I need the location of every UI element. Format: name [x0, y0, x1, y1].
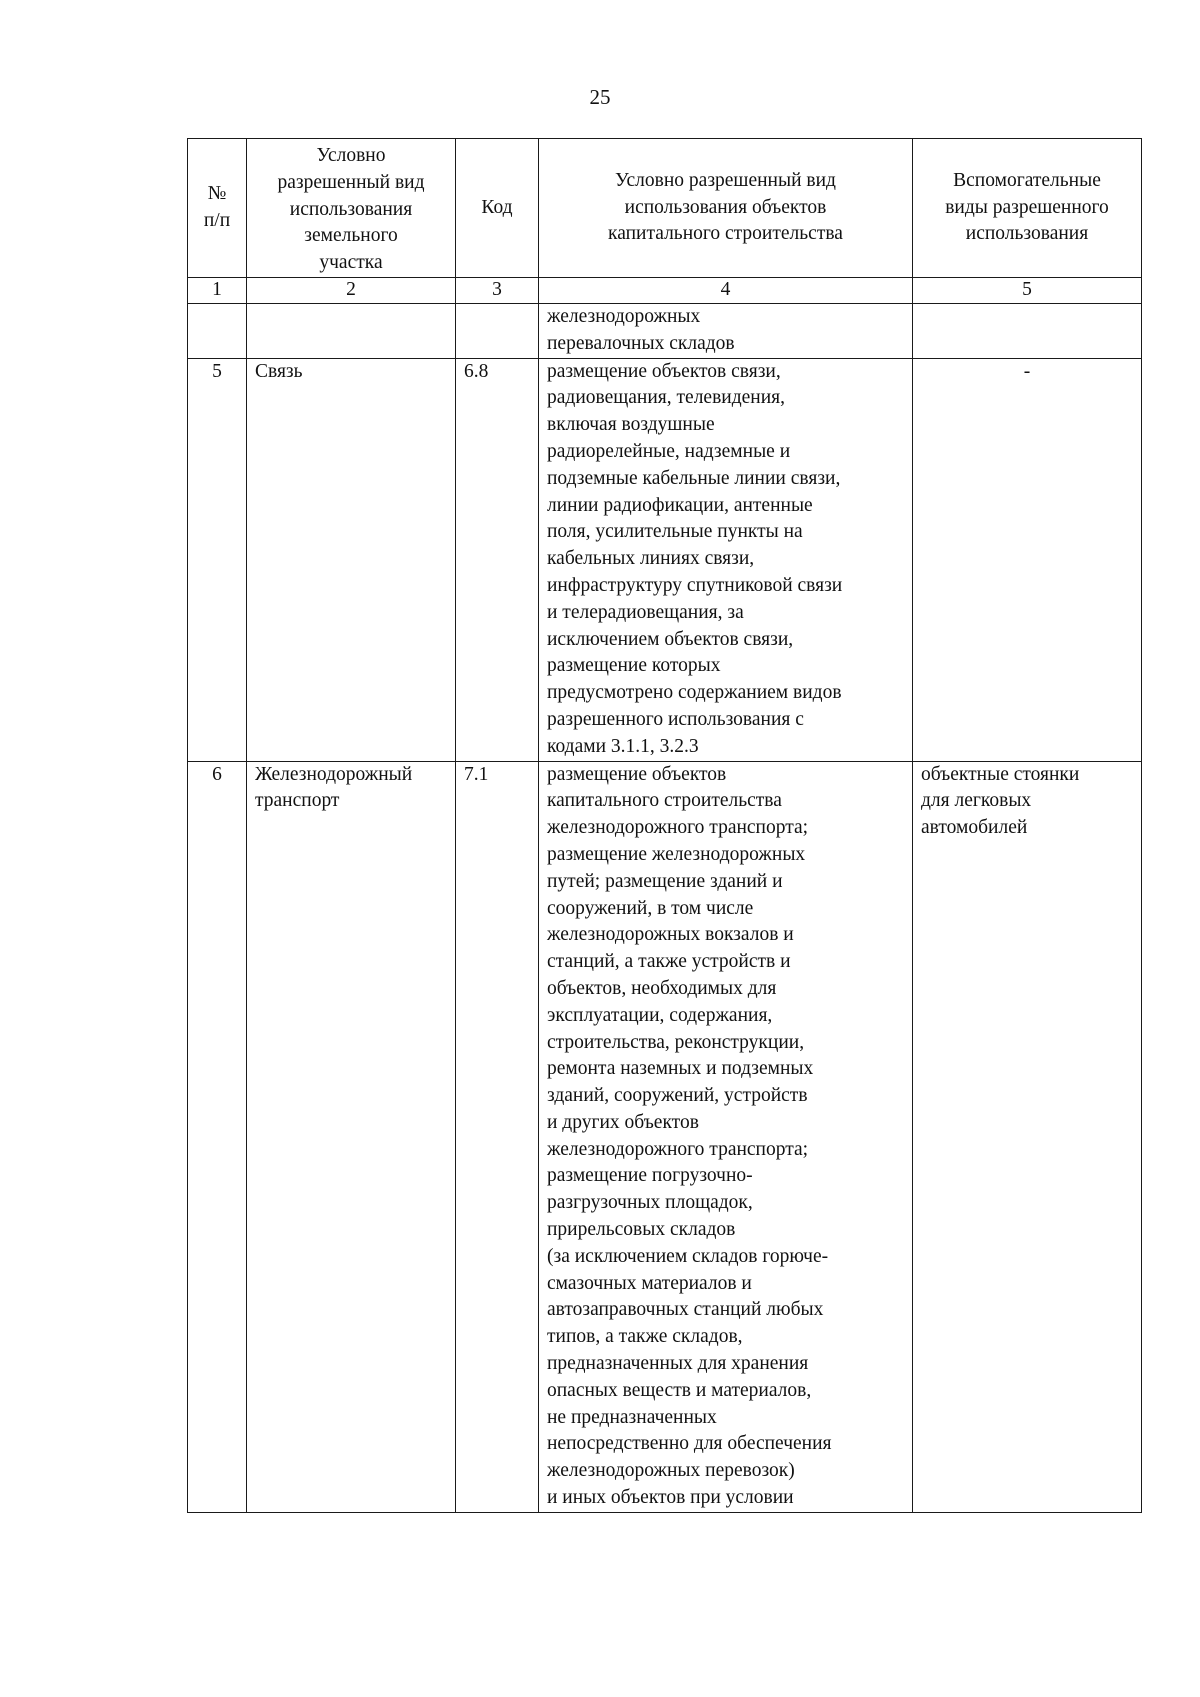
text-line: станций, а также устройств и — [547, 951, 791, 973]
text-line: использования — [965, 223, 1089, 245]
text-line: железнодорожного транспорта; — [547, 817, 809, 839]
text-line: строительства, реконструкции, — [547, 1031, 805, 1053]
text-line: путей; размещение зданий и — [547, 870, 783, 892]
text-line: разрешенного использования с — [547, 708, 804, 730]
text-line: размещение объектов связи, — [547, 360, 781, 382]
text-line: земельного — [304, 225, 398, 247]
text-line: виды разрешенного — [945, 196, 1109, 218]
column-number: 4 — [539, 277, 913, 303]
code-cell: 7.1 — [456, 761, 539, 1512]
column-number-row — [188, 277, 1142, 303]
column-number: 3 — [456, 277, 539, 303]
text-line: прирельсовых складов — [547, 1219, 736, 1241]
column-number: 1 — [188, 277, 247, 303]
text-line: исключением объектов связи, — [547, 628, 794, 650]
text-line: железнодорожных вокзалов и — [547, 924, 794, 946]
header-auxiliary — [913, 139, 1142, 278]
auxiliary-cell — [913, 358, 1142, 761]
header-land-use — [247, 139, 456, 278]
land-use-cell — [247, 761, 456, 1512]
text-line: непосредственно для обеспечения — [547, 1433, 832, 1455]
land-use-cell — [247, 358, 456, 761]
text-line: размещение которых — [547, 655, 721, 677]
text-line: зданий, сооружений, устройств — [547, 1085, 808, 1107]
header-code — [456, 139, 539, 278]
text-line: железнодорожных перевозок) — [547, 1460, 795, 1482]
row-number: 6 — [188, 761, 247, 1512]
auxiliary-cell — [913, 303, 1142, 358]
text-line: (за исключением складов горюче- — [547, 1245, 829, 1267]
text-line: предназначенных для хранения — [547, 1353, 809, 1375]
header-capital-use — [539, 139, 913, 278]
column-number: 5 — [913, 277, 1142, 303]
text-line: смазочных материалов и — [547, 1272, 752, 1294]
text-line: сооружений, в том числе — [547, 897, 754, 919]
text-line: № — [207, 183, 227, 205]
text-line: радиорелейные, надземные и — [547, 440, 791, 462]
text-line: участка — [319, 252, 383, 274]
text-line: не предназначенных — [547, 1406, 717, 1428]
code-cell — [456, 303, 539, 358]
text-line: п/п — [203, 209, 231, 231]
capital-use-cell — [539, 761, 913, 1512]
text-line: эксплуатации, содержания, — [547, 1004, 773, 1026]
text-line: и телерадиовещания, за — [547, 601, 744, 623]
text-line: автозаправочных станций любых — [547, 1299, 824, 1321]
row-number: 5 — [188, 358, 247, 761]
text-line: Условно разрешенный вид — [615, 169, 836, 191]
table-row — [188, 358, 1142, 761]
text-line: подземные кабельные линии связи, — [547, 467, 841, 489]
land-use-table — [187, 138, 1142, 1513]
text-line: - — [1023, 360, 1031, 382]
capital-use-cell — [539, 303, 913, 358]
text-line: включая воздушные — [547, 414, 715, 436]
text-line: предусмотрено содержанием видов — [547, 682, 842, 704]
text-line: типов, а также складов, — [547, 1326, 743, 1348]
text-line: размещение объектов — [547, 763, 727, 785]
text-line: Железнодорожный — [255, 763, 413, 785]
text-line: объектные стоянки — [921, 763, 1080, 785]
text-line: использования объектов — [624, 196, 827, 218]
capital-use-cell — [539, 358, 913, 761]
header-number — [188, 139, 247, 278]
text-line: использования — [289, 198, 413, 220]
text-line: для легковых — [921, 790, 1032, 812]
row-number — [188, 303, 247, 358]
text-line: транспорт — [255, 790, 340, 812]
text-line: опасных веществ и материалов, — [547, 1379, 812, 1401]
text-line: и других объектов — [547, 1111, 699, 1133]
text-line: размещение погрузочно- — [547, 1165, 753, 1187]
text-line: капитального строительства — [547, 790, 782, 812]
text-line: автомобилей — [921, 817, 1028, 839]
text-line: и иных объектов при условии — [547, 1487, 794, 1509]
text-line: кабельных линиях связи, — [547, 548, 755, 570]
text-line: железнодорожных — [547, 305, 701, 327]
text-line: перевалочных складов — [547, 332, 735, 354]
text-line: поля, усилительные пункты на — [547, 521, 803, 543]
header-row — [188, 139, 1142, 278]
text-line: разрешенный вид — [277, 171, 425, 193]
text-line: кодами 3.1.1, 3.2.3 — [547, 735, 699, 757]
table-row — [188, 303, 1142, 358]
text-line: Код — [481, 196, 513, 218]
text-line: капитального строительства — [608, 223, 843, 245]
text-line: радиовещания, телевидения, — [547, 387, 786, 409]
land-use-cell — [247, 303, 456, 358]
auxiliary-cell — [913, 761, 1142, 1512]
column-number: 2 — [247, 277, 456, 303]
text-line: размещение железнодорожных — [547, 843, 806, 865]
text-line: линии радиофикации, антенные — [547, 494, 813, 516]
text-line: Связь — [255, 360, 303, 382]
text-line: разгрузочных площадок, — [547, 1192, 753, 1214]
text-line: объектов, необходимых для — [547, 977, 777, 999]
table-row — [188, 761, 1142, 1512]
code-cell: 6.8 — [456, 358, 539, 761]
text-line: железнодорожного транспорта; — [547, 1138, 809, 1160]
text-line: ремонта наземных и подземных — [547, 1058, 814, 1080]
text-line: Условно — [316, 145, 386, 166]
page-number: 25 — [589, 85, 611, 109]
text-line: инфраструктуру спутниковой связи — [547, 574, 843, 596]
text-line: Вспомогательные — [953, 169, 1101, 191]
